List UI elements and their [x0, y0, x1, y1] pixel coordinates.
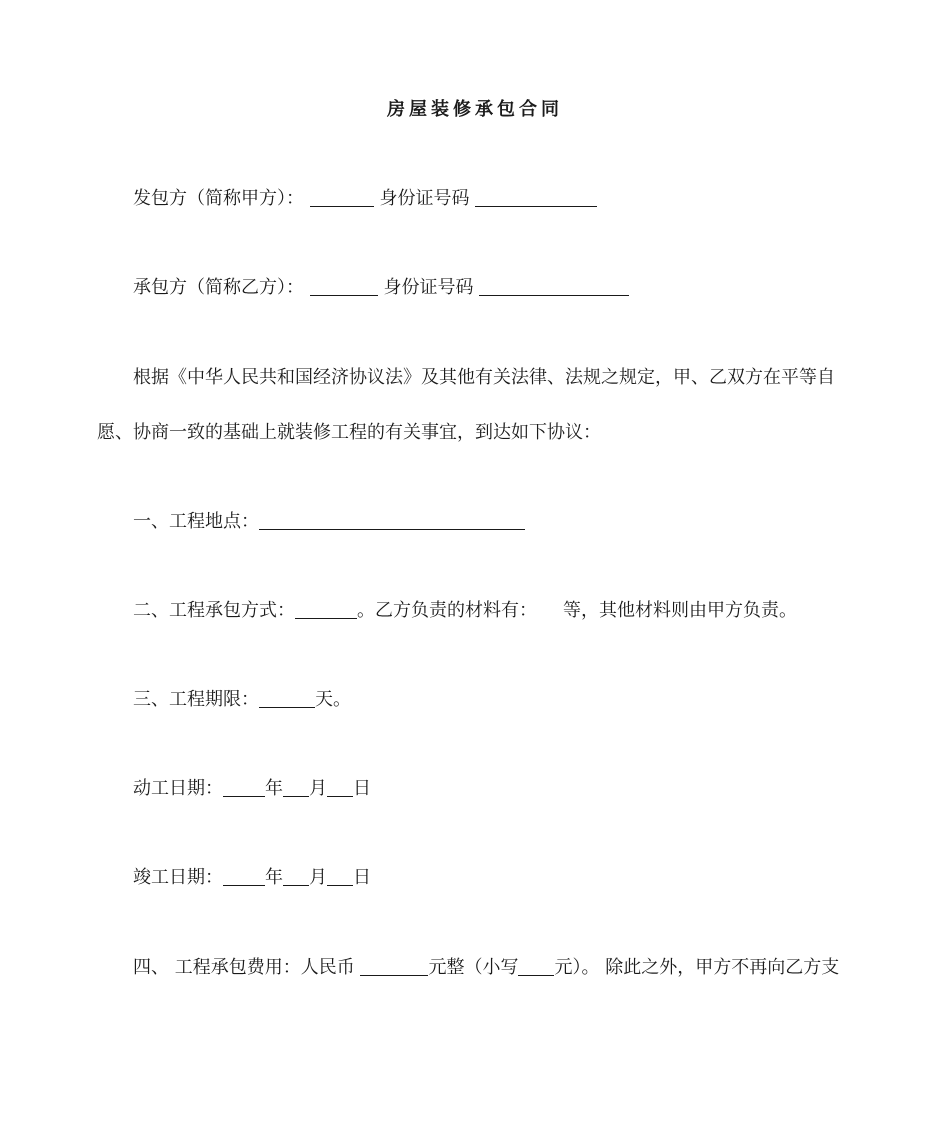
fee-amount-blank	[360, 955, 428, 976]
clause-2-text-end: 等，其他材料则由甲方负责。	[563, 600, 797, 621]
end-month-blank	[283, 865, 309, 886]
clause-4-unit-2: 元）。	[554, 957, 600, 978]
clause-4-label: 四、 工程承包费用：人民币	[133, 957, 355, 978]
start-day-blank	[327, 776, 353, 797]
party-b-id-label: 身份证号码	[383, 277, 474, 298]
party-a-name-blank	[310, 186, 374, 207]
end-day-label: 日	[353, 867, 371, 888]
end-day-blank	[327, 865, 353, 886]
start-date-line	[133, 776, 371, 802]
party-b-line	[133, 275, 629, 301]
party-a-id-label: 身份证号码	[379, 188, 470, 209]
document-title: 房屋装修承包合同	[387, 99, 563, 120]
clause-4-unit: 元整（小写	[428, 957, 519, 978]
clause-2-line	[133, 598, 797, 624]
party-a-label: 发包方（简称甲方）：	[133, 188, 304, 209]
project-location-blank	[259, 509, 525, 530]
party-b-id-blank	[479, 275, 629, 296]
preamble-line-1: 根据《中华人民共和国经济协议法》及其他有关法律、法规之规定，甲、乙双方在平等自	[133, 367, 835, 388]
duration-blank	[259, 687, 315, 708]
contract-method-blank	[295, 598, 357, 619]
clause-2-label: 二、工程承包方式：	[133, 600, 295, 621]
clause-1-line	[133, 509, 525, 535]
start-day-label: 日	[353, 778, 371, 799]
fee-amount-numeric-blank	[518, 955, 554, 976]
clause-1-label: 一、工程地点：	[133, 511, 259, 532]
end-month-label: 月	[309, 867, 327, 888]
end-date-label: 竣工日期：	[133, 867, 223, 888]
end-year-blank	[223, 865, 265, 886]
end-year-label: 年	[265, 867, 283, 888]
clause-3-label: 三、工程期限：	[133, 689, 259, 710]
clause-3-unit: 天。	[315, 689, 351, 710]
clause-2-materials-label: 。乙方负责的材料有：	[357, 600, 537, 621]
preamble-line-2: 愿、协商一致的基础上就装修工程的有关事宜，到达如下协议：	[97, 422, 601, 443]
clause-3-line	[133, 687, 351, 713]
party-a-id-blank	[475, 186, 597, 207]
clause-4-text-end: 除此之外，甲方不再向乙方支	[605, 957, 840, 978]
start-date-label: 动工日期：	[133, 778, 223, 799]
party-b-label: 承包方（简称乙方）：	[133, 277, 304, 298]
start-year-label: 年	[265, 778, 283, 799]
party-a-line	[133, 186, 597, 212]
clause-4-line	[133, 955, 839, 981]
start-year-blank	[223, 776, 265, 797]
start-month-blank	[283, 776, 309, 797]
party-b-name-blank	[310, 275, 378, 296]
start-month-label: 月	[309, 778, 327, 799]
end-date-line	[133, 865, 371, 891]
